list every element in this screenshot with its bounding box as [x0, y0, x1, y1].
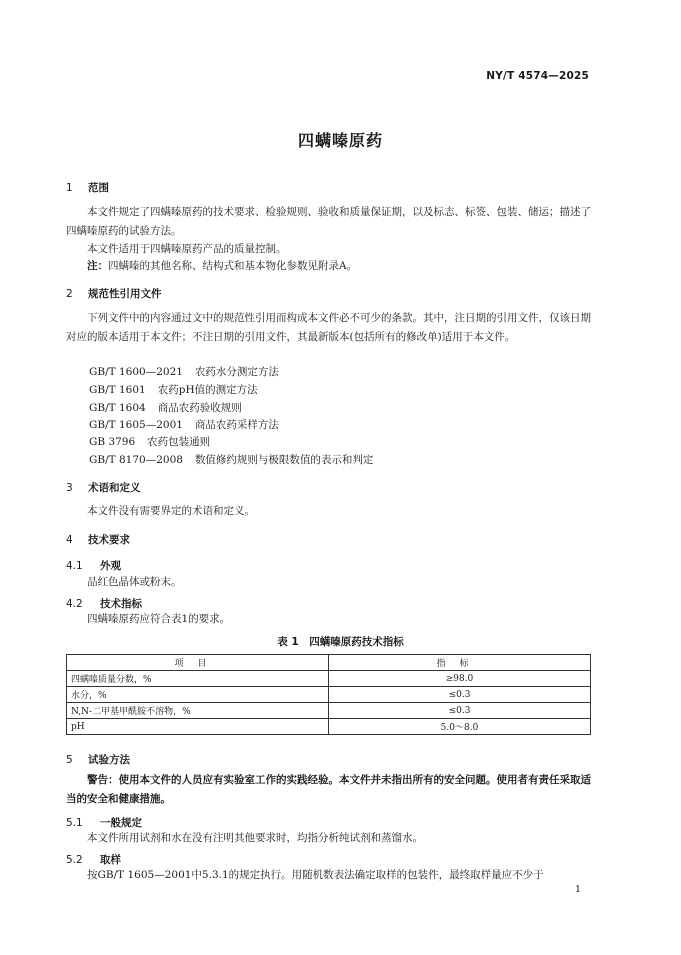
section-3-heading: [66, 480, 141, 495]
section-title: 规范性引用文件: [88, 288, 162, 300]
column-header-item: 项目: [67, 655, 329, 671]
table-cell-item: N,N-二甲基甲酰胺不溶物，%: [67, 703, 329, 719]
technical-index-text: 四螨嗪原药应符合表1的要求。: [87, 613, 231, 625]
table-cell-value: 5.0～8.0: [329, 719, 591, 735]
section-number: 2: [66, 288, 73, 300]
section-number: 5: [66, 754, 73, 766]
table-cell-value: ≤0.3: [329, 703, 591, 719]
general-provisions-text: 本文件所用试剂和水在没有注明其他要求时，均指分析纯试剂和蒸馏水。: [87, 832, 423, 844]
table-caption: 表 1 四螨嗪原药技术指标: [277, 636, 404, 648]
section-number: 3: [66, 482, 73, 494]
reference-item: [89, 364, 279, 379]
reference-name: 农药包装通则: [147, 436, 211, 448]
subsection-title: 一般规定: [100, 817, 142, 829]
document-title: 四螨嗪原药: [297, 131, 383, 150]
table-row: [67, 703, 591, 719]
section-title: 试验方法: [88, 754, 130, 766]
section-2-heading: [66, 286, 162, 301]
table-cell-item: 水分，%: [67, 687, 329, 703]
section-title: 术语和定义: [88, 482, 141, 494]
sampling-text: 按GB/T 1605—2001中5.3.1的规定执行。用随机数表法确定取样的包装件，最终取样量应不少于: [87, 869, 544, 881]
reference-code: GB/T 1601: [89, 384, 146, 396]
section-1-heading: [66, 180, 109, 195]
table-cell-value: ≥98.0: [329, 671, 591, 687]
reference-code: GB/T 1605—2001: [89, 419, 183, 431]
table-row: [67, 687, 591, 703]
table-cell-item: 四螨嗪质量分数，%: [67, 671, 329, 687]
table-cell-item: pH: [67, 719, 329, 735]
note-label: 注：: [87, 260, 108, 272]
reference-item: [89, 434, 210, 449]
table-header-row: [67, 655, 591, 671]
reference-name: 商品农药采样方法: [194, 419, 279, 431]
appearance-text: 品红色晶体或粉末。: [87, 576, 182, 588]
table-row: [67, 719, 591, 735]
reference-code: GB 3796: [89, 436, 136, 448]
subsection-title: 技术指标: [100, 598, 142, 610]
subsection-number: 5.2: [66, 854, 83, 866]
reference-item: [89, 417, 279, 432]
subsection-title: 外观: [100, 560, 121, 572]
standard-number: NY/T 4574—2025: [486, 70, 589, 82]
reference-code: GB/T 1604: [89, 402, 146, 414]
technical-index-table: [66, 654, 591, 735]
subsection-4-2-heading: [66, 596, 142, 611]
scope-paragraph: 本文件规定了四螨嗪原药的技术要求、检验规则、验收和质量保证期，以及标志、标签、包装、储运；描述了四螨嗪原药的试验方法。: [66, 206, 591, 237]
section-title: 范围: [88, 182, 109, 194]
terms-paragraph: 本文件没有需要界定的术语和定义。: [87, 505, 255, 517]
reference-name: 农药pH值的测定方法: [157, 384, 258, 396]
reference-item: [89, 400, 242, 415]
reference-code: GB/T 1600—2021: [89, 366, 183, 378]
section-number: 1: [66, 182, 73, 194]
subsection-title: 取样: [100, 854, 121, 866]
reference-item: [89, 452, 373, 467]
section-5-heading: [66, 752, 130, 767]
reference-name: 数值修约规则与极限数值的表示和判定: [194, 454, 374, 466]
scope-note: [66, 257, 594, 276]
scope-applicability: 本文件适用于四螨嗪原药产品的质量控制。: [87, 243, 287, 255]
section-title: 技术要求: [88, 534, 130, 546]
column-header-index: 指标: [329, 655, 591, 671]
note-text: 四螨嗪的其他名称、结构式和基本物化参数见附录A。: [108, 260, 358, 272]
section-number: 4: [66, 534, 73, 546]
reference-code: GB/T 8170—2008: [89, 454, 183, 466]
table-row: [67, 671, 591, 687]
subsection-4-1-heading: [66, 558, 121, 573]
section-4-heading: [66, 532, 130, 547]
subsection-number: 5.1: [66, 817, 83, 829]
safety-warning: 警告：使用本文件的人员应有实验室工作的实践经验。本文件并未指出所有的安全问题。使用者有责任采取适当的安全和健康措施。: [66, 774, 591, 805]
subsection-5-2-heading: [66, 852, 121, 867]
reference-item: [89, 382, 258, 397]
reference-name: 商品农药验收规则: [157, 402, 242, 414]
subsection-number: 4.1: [66, 560, 83, 572]
page-number: 1: [574, 884, 581, 895]
subsection-5-1-heading: [66, 815, 142, 830]
normative-references-paragraph: 下列文件中的内容通过文中的规范性引用而构成本文件必不可少的条款。其中，注日期的引用文件，仅该日期对应的版本适用于本文件；不注日期的引用文件，其最新版本(包括所有的修改单)适用于本文件。: [66, 312, 591, 343]
reference-name: 农药水分测定方法: [194, 366, 279, 378]
subsection-number: 4.2: [66, 598, 83, 610]
table-cell-value: ≤0.3: [329, 687, 591, 703]
